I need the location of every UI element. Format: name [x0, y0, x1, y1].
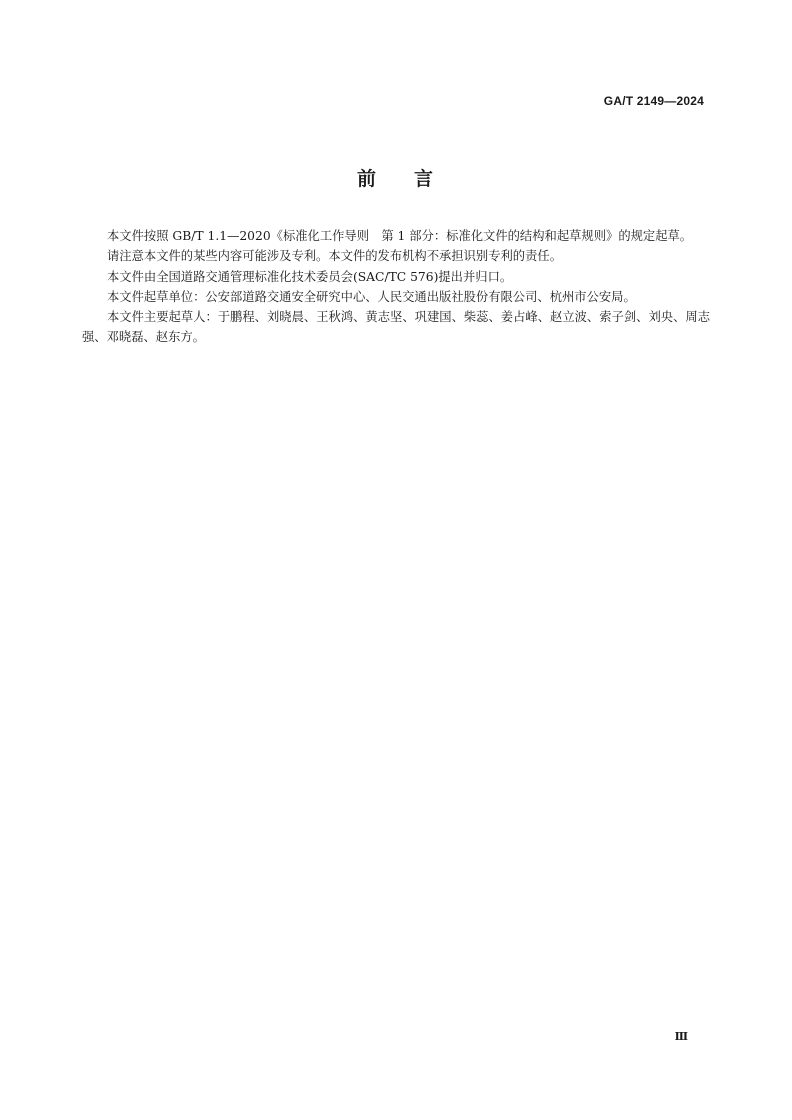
paragraph-drafting-rules: 本文件按照 GB/T 1.1—2020《标准化工作导则 第 1 部分：标准化文件的结构和起草规则》的规定起草。 — [107, 229, 693, 243]
page-title — [0, 164, 792, 191]
paragraph-proposer: 本文件由全国道路交通管理标准化技术委员会(SAC/TC 576)提出并归口。 — [107, 269, 513, 284]
page-number: Ⅲ — [674, 1030, 688, 1043]
foreword-body — [82, 226, 710, 348]
paragraph-patent-notice: 请注意本文件的某些内容可能涉及专利。本文件的发布机构不承担识别专利的责任。 — [107, 249, 562, 264]
paragraph-drafters: 本文件主要起草人：于鹏程、刘晓晨、王秋鸿、黄志坚、巩建国、柴蕊、姜占峰、赵立波、索子剑、刘央、周志强、邓晓磊、赵东方。 — [82, 310, 710, 345]
title-char-1: 前 — [356, 168, 378, 190]
standard-code: GA/T 2149—2024 — [603, 94, 704, 108]
title-char-2: 言 — [414, 168, 436, 190]
paragraph-drafting-units: 本文件起草单位：公安部道路交通安全研究中心、人民交通出版社股份有限公司、杭州市公安局。 — [107, 289, 636, 304]
